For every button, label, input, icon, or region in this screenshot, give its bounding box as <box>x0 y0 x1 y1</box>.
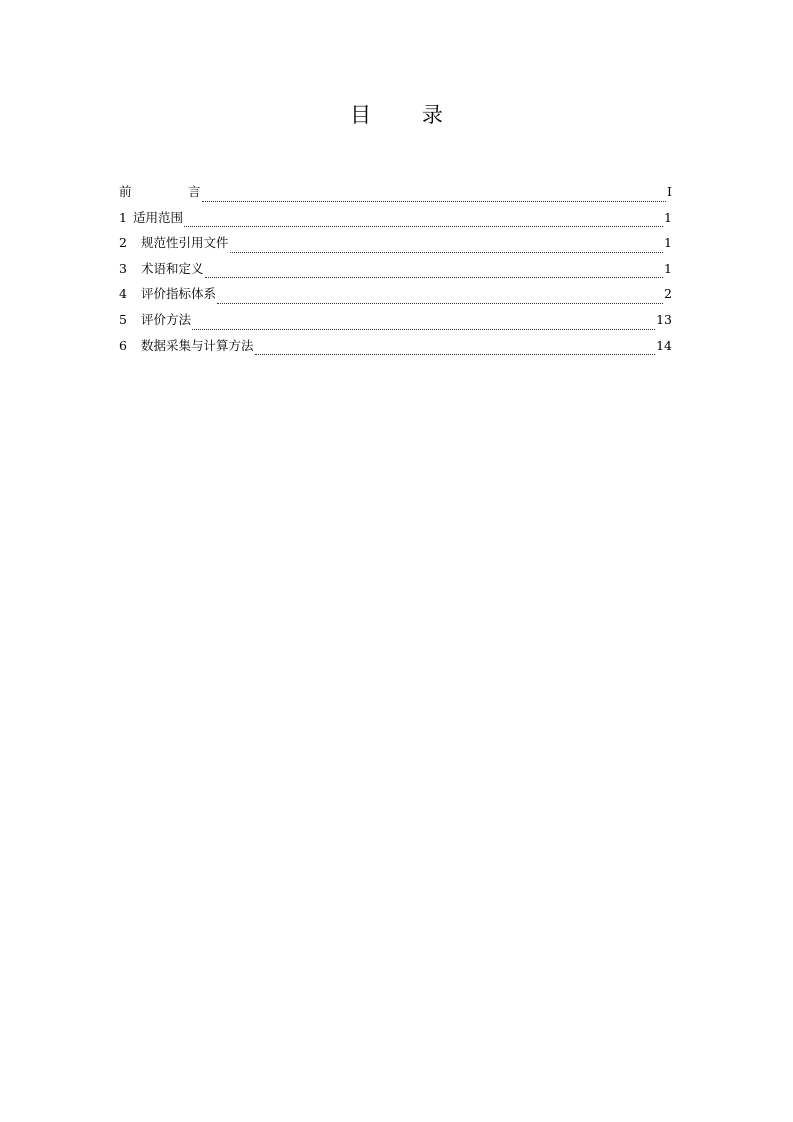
toc-entry-1[interactable] <box>119 208 672 234</box>
toc-page-number: 1 <box>664 260 672 276</box>
toc-entry-6[interactable] <box>119 336 672 362</box>
toc-leader-dots <box>230 251 664 253</box>
toc-leader-dots <box>217 302 663 304</box>
toc-leader-dots <box>255 353 656 355</box>
table-of-contents <box>119 182 672 361</box>
toc-page-number: 2 <box>664 286 672 302</box>
toc-section-number: 6 <box>119 337 127 353</box>
toc-section-number: 1 <box>119 209 127 225</box>
toc-entry-preface[interactable] <box>119 182 672 208</box>
toc-entry-2[interactable] <box>119 233 672 259</box>
toc-label: 数据采集与计算方法 <box>141 337 254 353</box>
page-title: 目 录 <box>350 103 465 127</box>
toc-page-number: 13 <box>656 311 672 327</box>
toc-label: 适用范围 <box>133 209 184 225</box>
toc-leader-dots <box>192 328 655 330</box>
toc-section-number: 2 <box>119 235 127 251</box>
toc-page-number: 1 <box>664 209 672 225</box>
toc-entry-4[interactable] <box>119 284 672 310</box>
toc-page-number: 1 <box>664 235 672 251</box>
toc-leader-dots <box>205 276 664 278</box>
toc-label: 评价指标体系 <box>141 286 217 302</box>
toc-label: 术语和定义 <box>141 260 204 276</box>
toc-section-number: 4 <box>119 286 127 302</box>
toc-page-number: 14 <box>656 337 672 353</box>
toc-section-number: 5 <box>119 311 127 327</box>
toc-page-number: I <box>667 184 672 199</box>
toc-label: 规范性引用文件 <box>141 235 229 251</box>
toc-leader-dots <box>184 225 663 227</box>
toc-leader-dots <box>202 200 667 202</box>
toc-entry-3[interactable] <box>119 259 672 285</box>
toc-label: 评价方法 <box>141 311 192 327</box>
toc-section-number: 3 <box>119 260 127 276</box>
toc-entry-5[interactable] <box>119 310 672 336</box>
toc-label: 前 言 <box>119 184 223 199</box>
